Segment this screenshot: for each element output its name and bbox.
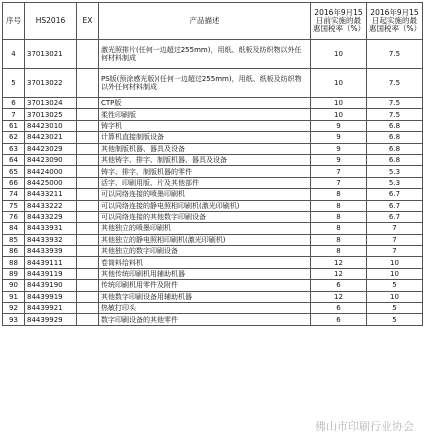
cell-rate-after: 5.3 [367, 166, 423, 177]
cell-hs2016: 84433229 [25, 211, 77, 222]
cell-rate-after: 5 [367, 280, 423, 291]
cell-ex [77, 143, 99, 154]
cell-hs2016: 84433222 [25, 200, 77, 211]
table-row [3, 189, 423, 200]
cell-description: 卷筒料给料机 [99, 257, 311, 268]
cell-seq: 74 [3, 189, 25, 200]
cell-rate-before: 8 [311, 234, 367, 245]
cell-rate-after: 10 [367, 291, 423, 302]
cell-description: 铸字机 [99, 120, 311, 131]
cell-description: PS版(预涂感光版)(任何一边超过255mm)，用纸、纸板及纺织物以外任何材料制成 [99, 69, 311, 98]
cell-rate-after: 6.8 [367, 132, 423, 143]
table-row [3, 246, 423, 257]
table-body [3, 40, 423, 326]
cell-rate-before: 6 [311, 280, 367, 291]
cell-hs2016: 37013024 [25, 98, 77, 109]
cell-ex [77, 200, 99, 211]
header-description: 产品描述 [99, 3, 311, 40]
table-row [3, 154, 423, 165]
table-row [3, 200, 423, 211]
cell-description: 其他铸字、排字、制版机器、器具及设备 [99, 154, 311, 165]
cell-description: 其他制版机器、器具及设备 [99, 143, 311, 154]
cell-seq: 91 [3, 291, 25, 302]
cell-hs2016: 84439919 [25, 291, 77, 302]
cell-rate-after: 7.5 [367, 69, 423, 98]
cell-hs2016: 84439929 [25, 314, 77, 325]
cell-rate-before: 6 [311, 303, 367, 314]
table-row [3, 132, 423, 143]
cell-description: CTP版 [99, 98, 311, 109]
cell-rate-after: 7.5 [367, 98, 423, 109]
table-row [3, 166, 423, 177]
header-hs2016: HS2016 [25, 3, 77, 40]
cell-hs2016: 84439111 [25, 257, 77, 268]
cell-hs2016: 84439190 [25, 280, 77, 291]
cell-hs2016: 84423010 [25, 120, 77, 131]
cell-seq: 65 [3, 166, 25, 177]
cell-rate-before: 8 [311, 223, 367, 234]
cell-ex [77, 211, 99, 222]
cell-description: 传统印刷机用零件及附件 [99, 280, 311, 291]
cell-description: 可以同络连接的喷墨印刷机 [99, 189, 311, 200]
table-row [3, 211, 423, 222]
table-row [3, 257, 423, 268]
cell-description: 柔性印刷版 [99, 109, 311, 120]
cell-seq: 61 [3, 120, 25, 131]
cell-hs2016: 84423090 [25, 154, 77, 165]
cell-rate-after: 6.7 [367, 200, 423, 211]
cell-seq: 90 [3, 280, 25, 291]
table-row [3, 223, 423, 234]
cell-rate-after: 6.7 [367, 211, 423, 222]
cell-description: 其他传统印刷机用辅助机器 [99, 268, 311, 279]
cell-rate-after: 10 [367, 268, 423, 279]
table-row [3, 109, 423, 120]
cell-rate-before: 9 [311, 132, 367, 143]
cell-ex [77, 223, 99, 234]
cell-ex [77, 154, 99, 165]
cell-rate-after: 7 [367, 246, 423, 257]
table-row [3, 143, 423, 154]
cell-hs2016: 37013025 [25, 109, 77, 120]
table-row [3, 268, 423, 279]
cell-seq: 76 [3, 211, 25, 222]
cell-seq: 63 [3, 143, 25, 154]
header-ex: EX [77, 3, 99, 40]
table-row [3, 303, 423, 314]
cell-ex [77, 109, 99, 120]
tariff-table [2, 2, 423, 326]
cell-rate-before: 6 [311, 314, 367, 325]
cell-ex [77, 132, 99, 143]
cell-seq: 88 [3, 257, 25, 268]
cell-rate-before: 10 [311, 109, 367, 120]
cell-rate-after: 10 [367, 257, 423, 268]
table-row [3, 98, 423, 109]
cell-description: 激光照排片(任何一边超过255mm)，用纸、纸板及纺织物以外任何材料制成 [99, 40, 311, 69]
cell-seq: 86 [3, 246, 25, 257]
cell-seq: 6 [3, 98, 25, 109]
cell-description: 可以同络连接的其他数字印刷设备 [99, 211, 311, 222]
cell-seq: 89 [3, 268, 25, 279]
cell-description: 热敏打印头 [99, 303, 311, 314]
cell-ex [77, 314, 99, 325]
cell-rate-after: 7 [367, 234, 423, 245]
cell-ex [77, 234, 99, 245]
cell-seq: 5 [3, 69, 25, 98]
cell-hs2016: 84433939 [25, 246, 77, 257]
table-row [3, 177, 423, 188]
cell-ex [77, 69, 99, 98]
cell-description: 其他独立的喷墨印刷机 [99, 223, 311, 234]
header-seq: 序号 [3, 3, 25, 40]
cell-hs2016: 84423029 [25, 143, 77, 154]
cell-ex [77, 268, 99, 279]
cell-description: 计算机直接制版设备 [99, 132, 311, 143]
cell-ex [77, 303, 99, 314]
table-row [3, 314, 423, 325]
cell-ex [77, 246, 99, 257]
cell-seq: 75 [3, 200, 25, 211]
cell-rate-before: 8 [311, 211, 367, 222]
cell-hs2016: 84424000 [25, 166, 77, 177]
cell-rate-after: 7 [367, 223, 423, 234]
cell-rate-after: 6.8 [367, 154, 423, 165]
cell-hs2016: 84433932 [25, 234, 77, 245]
cell-rate-before: 12 [311, 268, 367, 279]
cell-description: 数字印刷设备的其他零件 [99, 314, 311, 325]
cell-hs2016: 84433931 [25, 223, 77, 234]
cell-rate-after: 6.8 [367, 120, 423, 131]
cell-hs2016: 84423021 [25, 132, 77, 143]
cell-rate-before: 9 [311, 154, 367, 165]
cell-seq: 85 [3, 234, 25, 245]
cell-seq: 92 [3, 303, 25, 314]
cell-rate-before: 7 [311, 177, 367, 188]
cell-hs2016: 84425000 [25, 177, 77, 188]
cell-seq: 7 [3, 109, 25, 120]
cell-rate-after: 6.7 [367, 189, 423, 200]
cell-ex [77, 40, 99, 69]
table-row [3, 120, 423, 131]
header-rate-before: 2016年9月15日前实施的最惠国税率（%） [311, 3, 367, 40]
cell-seq: 4 [3, 40, 25, 69]
cell-rate-before: 8 [311, 246, 367, 257]
cell-rate-after: 7.5 [367, 40, 423, 69]
cell-rate-before: 10 [311, 40, 367, 69]
cell-description: 其他独立的数字印刷设备 [99, 246, 311, 257]
cell-hs2016: 37013021 [25, 40, 77, 69]
watermark: 佛山市印刷行业协会 [315, 420, 414, 433]
cell-ex [77, 189, 99, 200]
cell-description: 可以同络连接的静电照相印刷机(激光印刷机) [99, 200, 311, 211]
header-row [3, 3, 423, 40]
cell-hs2016: 37013022 [25, 69, 77, 98]
cell-rate-before: 12 [311, 257, 367, 268]
cell-seq: 62 [3, 132, 25, 143]
cell-description: 其他数字印刷设备用辅助机器 [99, 291, 311, 302]
cell-rate-after: 5 [367, 314, 423, 325]
cell-description: 活字、印刷用版、片及其他部件 [99, 177, 311, 188]
table-row [3, 40, 423, 69]
cell-ex [77, 257, 99, 268]
cell-ex [77, 166, 99, 177]
cell-hs2016: 84433211 [25, 189, 77, 200]
cell-seq: 64 [3, 154, 25, 165]
cell-rate-before: 10 [311, 98, 367, 109]
table-row [3, 69, 423, 98]
table-row [3, 234, 423, 245]
cell-rate-before: 12 [311, 291, 367, 302]
table-row [3, 291, 423, 302]
cell-ex [77, 120, 99, 131]
cell-rate-after: 5 [367, 303, 423, 314]
cell-rate-after: 6.8 [367, 143, 423, 154]
cell-seq: 93 [3, 314, 25, 325]
cell-rate-before: 7 [311, 166, 367, 177]
cell-rate-before: 9 [311, 120, 367, 131]
cell-ex [77, 98, 99, 109]
cell-hs2016: 84439921 [25, 303, 77, 314]
cell-description: 铸字、排字、制版机器的零件 [99, 166, 311, 177]
cell-rate-after: 7.5 [367, 109, 423, 120]
cell-seq: 84 [3, 223, 25, 234]
table-row [3, 280, 423, 291]
cell-rate-before: 10 [311, 69, 367, 98]
cell-rate-before: 8 [311, 189, 367, 200]
cell-rate-before: 9 [311, 143, 367, 154]
cell-description: 其他独立的静电照相印刷机(激光印刷机) [99, 234, 311, 245]
cell-rate-after: 5.3 [367, 177, 423, 188]
cell-ex [77, 291, 99, 302]
cell-rate-before: 8 [311, 200, 367, 211]
cell-ex [77, 280, 99, 291]
cell-hs2016: 84439119 [25, 268, 77, 279]
cell-ex [77, 177, 99, 188]
header-rate-after: 2016年9月15日起实施的最惠国税率（%） [367, 3, 423, 40]
cell-seq: 66 [3, 177, 25, 188]
